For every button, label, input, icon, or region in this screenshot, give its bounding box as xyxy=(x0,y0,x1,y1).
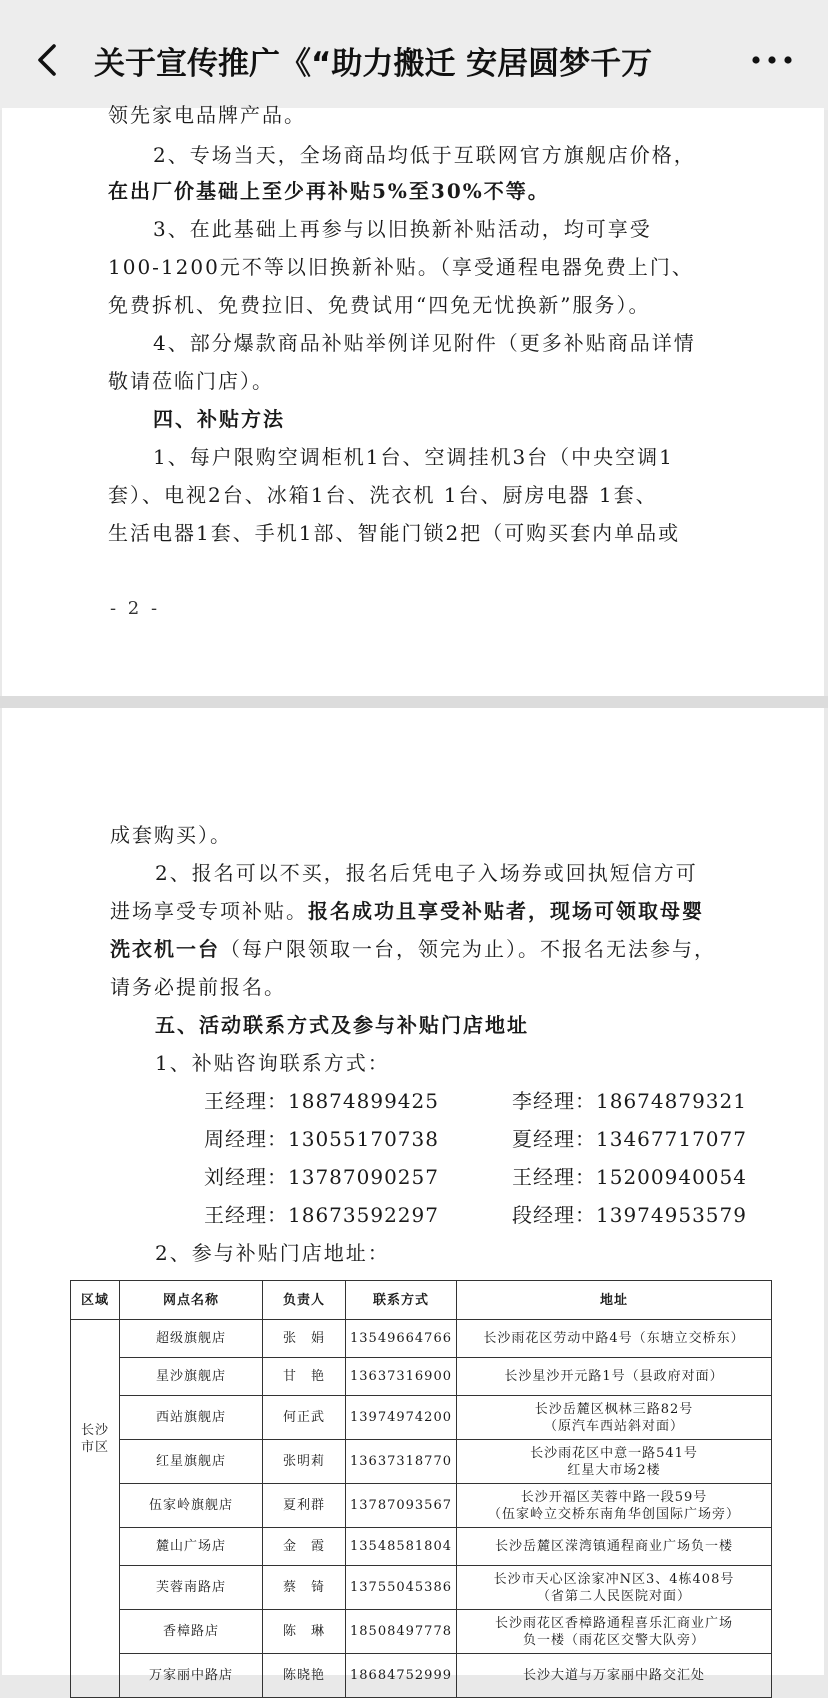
table-row xyxy=(71,1396,772,1440)
store-address: 长沙星沙开元路1号（县政府对面） xyxy=(456,1358,771,1396)
store-name: 星沙旗舰店 xyxy=(120,1358,263,1396)
table-row xyxy=(71,1440,772,1484)
table-header: 联系方式 xyxy=(346,1281,457,1320)
contact-entry: 王经理：18874899425 xyxy=(204,1089,439,1113)
store-address: 长沙市天心区涂家冲N区3、4栋408号 （省第二人民医院对面） xyxy=(456,1566,771,1610)
store-person: 何正武 xyxy=(263,1396,346,1440)
text-line: 在出厂价基础上至少再补贴5%至30%不等。 xyxy=(108,179,550,203)
page-number: - 2 - xyxy=(110,598,161,619)
contact-entry: 刘经理：13787090257 xyxy=(204,1165,439,1189)
table-row xyxy=(71,1358,772,1396)
store-person: 蔡 锜 xyxy=(263,1566,346,1610)
text-line: 免费拆机、免费拉旧、免费试用“四免无忧换新”服务）。 xyxy=(108,293,651,317)
contact-entry: 周经理：13055170738 xyxy=(204,1127,439,1151)
text-line: 2、专场当天，全场商品均低于互联网官方旗舰店价格， xyxy=(153,143,696,167)
store-name: 香樟路店 xyxy=(120,1610,263,1654)
store-name: 芙蓉南路店 xyxy=(120,1566,263,1610)
contact-entry: 李经理：18674879321 xyxy=(512,1089,747,1113)
store-person: 甘 艳 xyxy=(263,1358,346,1396)
store-phone: 13974974200 xyxy=(346,1396,457,1440)
text-line: 套）、电视2台、冰箱1台、洗衣机 1台、厨房电器 1套、 xyxy=(108,483,658,507)
page-title: 关于宣传推广《“助力搬迁 安居圆梦千万 xyxy=(94,46,653,82)
table-header: 网点名称 xyxy=(120,1281,263,1320)
region-cell: 长沙市区 xyxy=(71,1320,120,1698)
store-name: 西站旗舰店 xyxy=(120,1396,263,1440)
section-heading: 五、活动联系方式及参与补贴门店地址 xyxy=(155,1013,529,1037)
text-line: 4、部分爆款商品补贴举例详见附件（更多补贴商品详情 xyxy=(153,331,696,355)
store-address: 长沙雨花区香樟路通程喜乐汇商业广场 负一楼（雨花区交警大队旁） xyxy=(456,1610,771,1654)
text-line: 敬请莅临门店）。 xyxy=(108,369,274,393)
table-row xyxy=(71,1528,772,1566)
store-address: 长沙岳麓区溁湾镇通程商业广场负一楼 xyxy=(456,1528,771,1566)
text-line: 领先家电品牌产品。 xyxy=(108,103,306,127)
store-address: 长沙雨花区中意一路541号 红星大市场2楼 xyxy=(456,1440,771,1484)
contact-entry: 段经理：13974953579 xyxy=(512,1203,747,1227)
store-name: 万家丽中路店 xyxy=(120,1654,263,1698)
text-line: 1、每户限购空调柜机1台、空调挂机3台（中央空调1 xyxy=(153,445,674,469)
contact-entry: 王经理：18673592297 xyxy=(204,1203,439,1227)
store-address: 长沙大道与万家丽中路交汇处 xyxy=(456,1654,771,1698)
table-header: 负责人 xyxy=(263,1281,346,1320)
chevron-left-icon[interactable] xyxy=(28,40,68,80)
text-line: 2、参与补贴门店地址： xyxy=(155,1241,390,1265)
store-person: 金 霞 xyxy=(263,1528,346,1566)
text-line: 成套购买）。 xyxy=(110,823,232,847)
nav-bar xyxy=(0,0,828,110)
store-phone: 18684752999 xyxy=(346,1654,457,1698)
table-row xyxy=(71,1484,772,1528)
store-name: 麓山广场店 xyxy=(120,1528,263,1566)
text-line: 3、在此基础上再参与以旧换新补贴活动，均可享受 xyxy=(153,217,652,241)
store-name: 伍家岭旗舰店 xyxy=(120,1484,263,1528)
store-person: 夏利群 xyxy=(263,1484,346,1528)
table-row xyxy=(71,1610,772,1654)
document-page-2 xyxy=(2,103,824,696)
text-line: 1、补贴咨询联系方式： xyxy=(155,1051,390,1075)
section-heading: 四、补贴方法 xyxy=(153,407,285,431)
store-name: 红星旗舰店 xyxy=(120,1440,263,1484)
table-header: 区域 xyxy=(71,1281,120,1320)
text-line: 进场享受专项补贴。报名成功且享受补贴者，现场可领取母婴 xyxy=(110,899,704,923)
text-line: 洗衣机一台（每户限领取一台，领完为止）。不报名无法参与， xyxy=(110,937,716,961)
text-line: 2、报名可以不买，报名后凭电子入场券或回执短信方可 xyxy=(155,861,698,885)
store-phone: 18508497778 xyxy=(346,1610,457,1654)
store-phone: 13548581804 xyxy=(346,1528,457,1566)
store-person: 陈 琳 xyxy=(263,1610,346,1654)
table-header: 地址 xyxy=(456,1281,771,1320)
store-phone: 13755045386 xyxy=(346,1566,457,1610)
text-line: 100-1200元不等以旧换新补贴。（享受通程电器免费上门、 xyxy=(108,255,694,279)
store-phone: 13787093567 xyxy=(346,1484,457,1528)
table-header-row xyxy=(71,1281,772,1320)
document-page-3 xyxy=(2,708,824,1683)
store-name: 超级旗舰店 xyxy=(120,1320,263,1358)
table-row xyxy=(71,1654,772,1698)
store-address: 长沙雨花区劳动中路4号（东塘立交桥东） xyxy=(456,1320,771,1358)
table-row xyxy=(71,1320,772,1358)
store-phone: 13637318770 xyxy=(346,1440,457,1484)
store-person: 张明莉 xyxy=(263,1440,346,1484)
contact-entry: 王经理：15200940054 xyxy=(512,1165,747,1189)
store-person: 张 娟 xyxy=(263,1320,346,1358)
table-row xyxy=(71,1566,772,1610)
text-line: 生活电器1套、手机1部、智能门锁2把（可购买套内单品或 xyxy=(108,521,681,545)
store-person: 陈晓艳 xyxy=(263,1654,346,1698)
store-phone: 13549664766 xyxy=(346,1320,457,1358)
more-dots-icon[interactable] xyxy=(748,42,796,78)
store-address: 长沙岳麓区枫林三路82号 （原汽车西站斜对面） xyxy=(456,1396,771,1440)
page-separator xyxy=(0,696,828,708)
store-address: 长沙开福区芙蓉中路一段59号 （伍家岭立交桥东南角华创国际广场旁） xyxy=(456,1484,771,1528)
contact-entry: 夏经理：13467717077 xyxy=(512,1127,747,1151)
store-phone: 13637316900 xyxy=(346,1358,457,1396)
text-line: 请务必提前报名。 xyxy=(110,975,286,999)
store-table xyxy=(70,1280,772,1698)
